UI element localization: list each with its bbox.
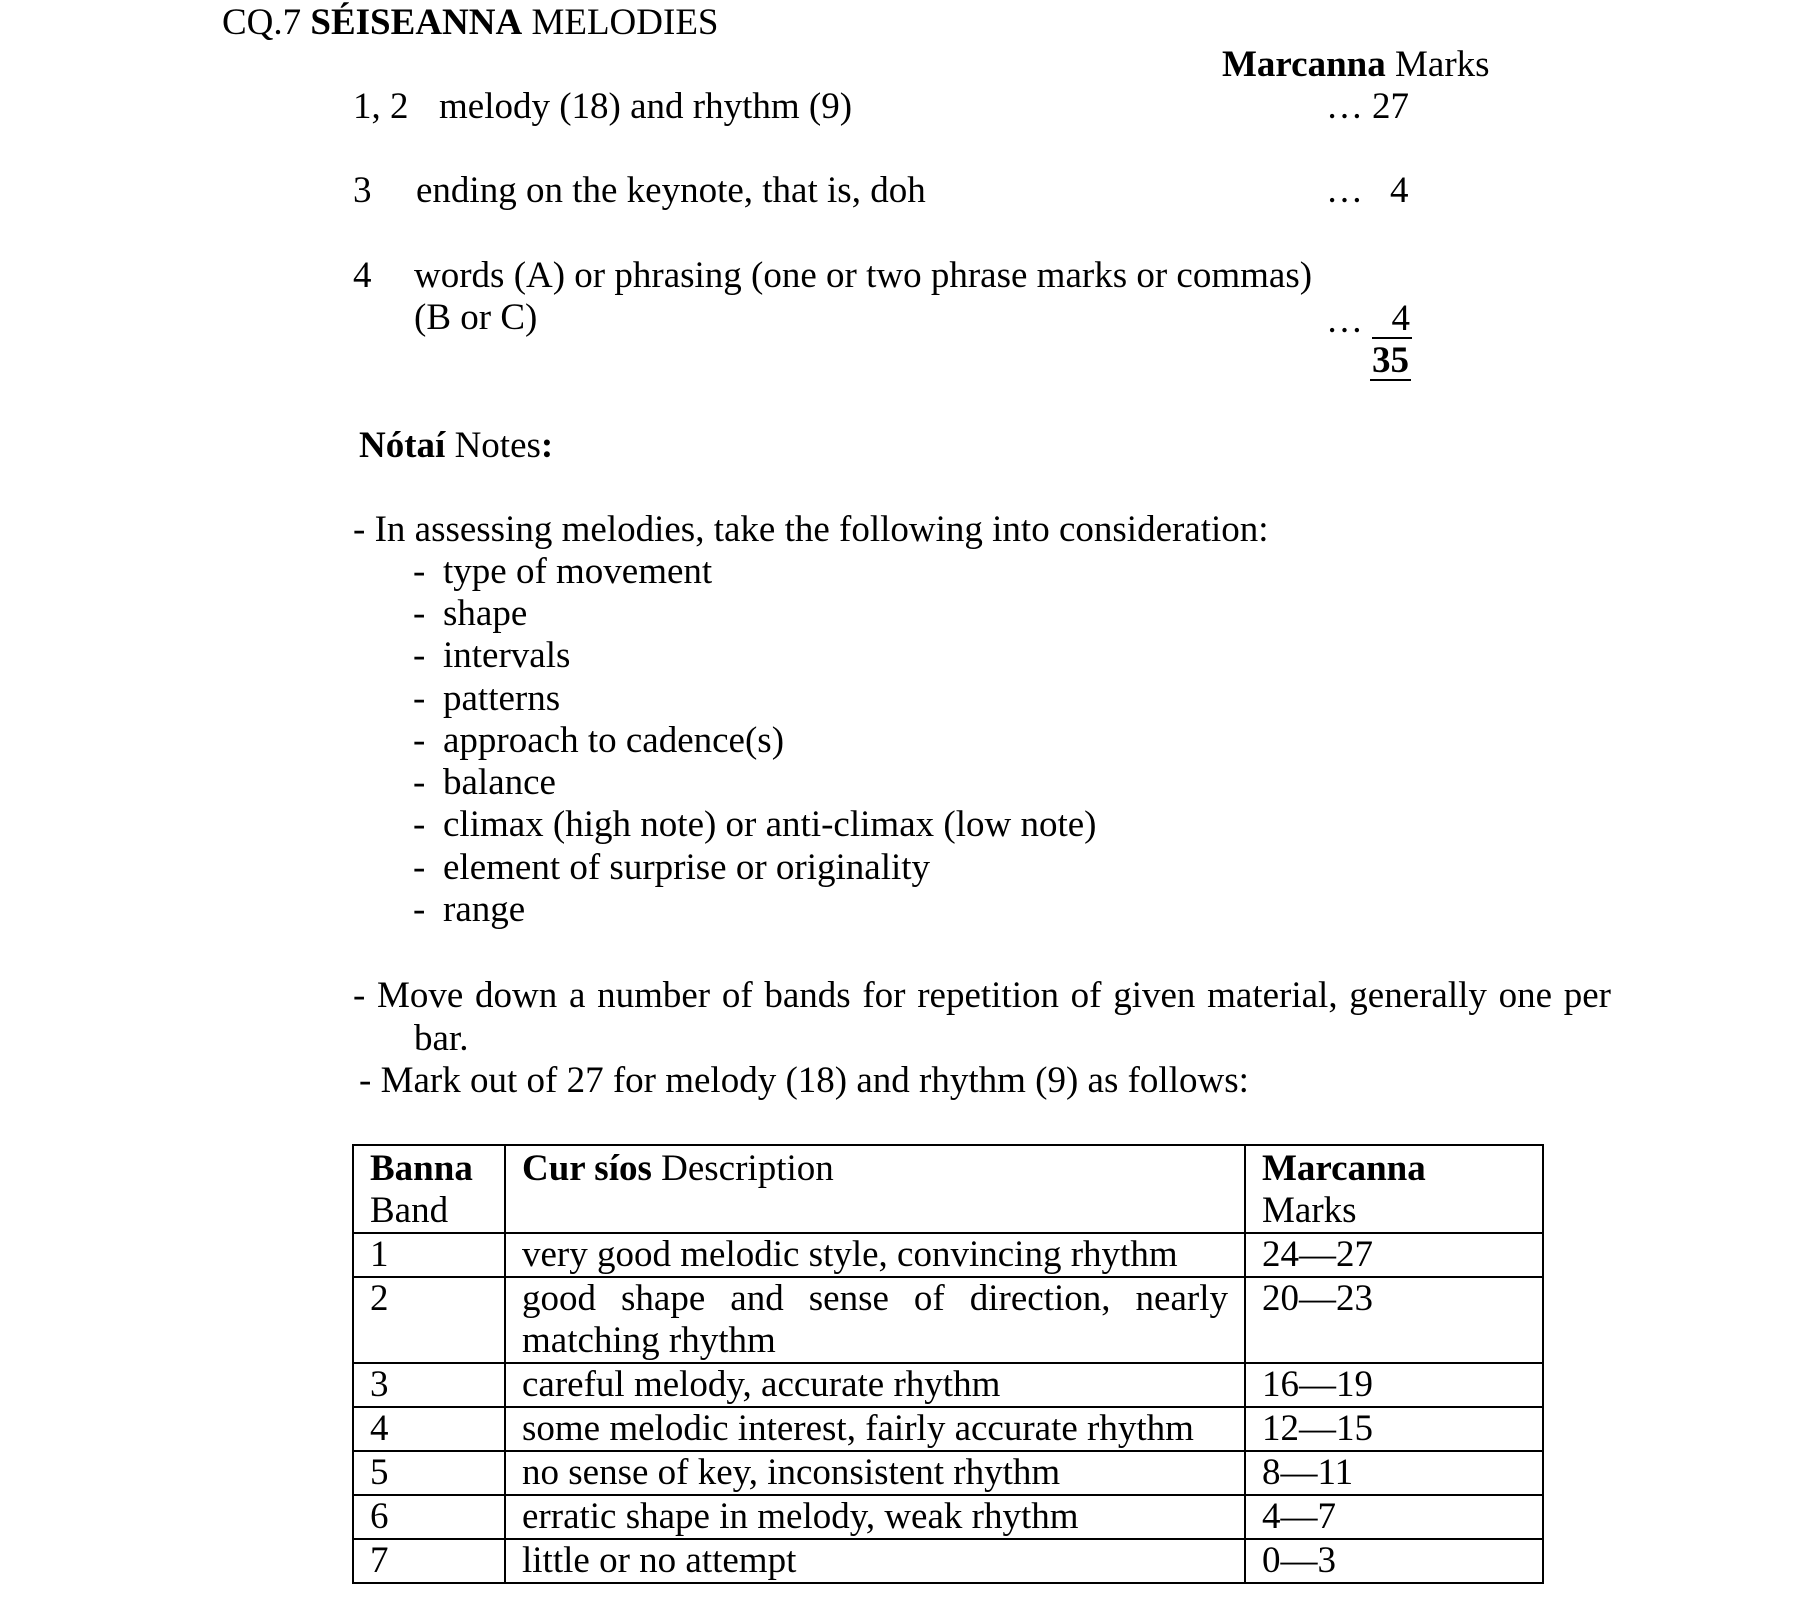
band-cell: 6 — [353, 1495, 505, 1539]
table-row — [353, 1539, 1543, 1583]
scheme-item-number: 4 — [353, 255, 372, 296]
list-item: - approach to cadence(s) — [413, 720, 785, 761]
scheme-item-number: 1, 2 — [353, 86, 409, 127]
list-item: - climax (high note) or anti-climax (low note) — [413, 804, 1097, 845]
band-cell: 3 — [353, 1363, 505, 1407]
question-code: CQ.7 — [222, 2, 302, 43]
description-cell: good shape and sense of direction, nearly matching rhythm — [505, 1277, 1245, 1363]
band-table — [352, 1144, 1544, 1584]
band-cell: 5 — [353, 1451, 505, 1495]
table-row — [353, 1407, 1543, 1451]
list-item: - range — [413, 889, 526, 930]
description-cell: some melodic interest, fairly accurate rhythm — [505, 1407, 1245, 1451]
list-item: - element of surprise or originality — [413, 847, 931, 888]
scheme-item-marks: 4 — [1390, 170, 1409, 211]
band-cell: 1 — [353, 1233, 505, 1277]
scheme-item-marks: 4 — [1372, 300, 1412, 339]
band-cell: 2 — [353, 1277, 505, 1363]
header-description: Cur síos Description — [505, 1145, 1245, 1233]
scheme-item-text: words (A) or phrasing (one or two phrase marks or commas) — [414, 255, 1313, 296]
table-row — [353, 1451, 1543, 1495]
table-row — [353, 1363, 1543, 1407]
marks-cell: 24—27 — [1245, 1233, 1543, 1277]
mark-out-note: - Mark out of 27 for melody (18) and rhythm (9) as follows: — [359, 1060, 1249, 1101]
notes-heading: Nótaí Notes: — [359, 425, 554, 466]
notes-intro: - In assessing melodies, take the following into consideration: — [353, 509, 1269, 550]
marks-column-header: Marcanna Marks — [1222, 44, 1490, 85]
list-item: - intervals — [413, 635, 571, 676]
table-row — [353, 1277, 1543, 1363]
title-irish: SÉISEANNA — [310, 2, 523, 43]
move-down-note-continued: bar. — [414, 1018, 469, 1059]
description-cell: no sense of key, inconsistent rhythm — [505, 1451, 1245, 1495]
marks-cell: 16—19 — [1245, 1363, 1543, 1407]
scheme-item-marks: 27 — [1372, 86, 1409, 127]
scheme-item-text: melody (18) and rhythm (9) — [439, 86, 853, 127]
scheme-item-text-continued: (B or C) — [414, 297, 538, 338]
band-cell: 7 — [353, 1539, 505, 1583]
header-marks: Marcanna Marks — [1245, 1145, 1543, 1233]
table-row — [353, 1495, 1543, 1539]
table-header-row — [353, 1145, 1543, 1233]
description-cell: very good melodic style, convincing rhythm — [505, 1233, 1245, 1277]
description-cell: careful melody, accurate rhythm — [505, 1363, 1245, 1407]
description-cell: little or no attempt — [505, 1539, 1245, 1583]
marks-cell: 12—15 — [1245, 1407, 1543, 1451]
list-item: - type of movement — [413, 551, 713, 592]
title-english: MELODIES — [531, 2, 719, 43]
marks-cell: 0—3 — [1245, 1539, 1543, 1583]
marks-cell: 8—11 — [1245, 1451, 1543, 1495]
marks-cell: 4—7 — [1245, 1495, 1543, 1539]
page-title — [222, 4, 719, 41]
move-down-note: - Move down a number of bands for repetition of given material, generally one per — [353, 975, 1611, 1016]
scheme-item-text: ending on the keynote, that is, doh — [416, 170, 926, 211]
band-cell: 4 — [353, 1407, 505, 1451]
table-row — [353, 1233, 1543, 1277]
list-item: - balance — [413, 762, 556, 803]
total-marks: 35 — [1372, 340, 1409, 381]
leader-dots: … — [1326, 170, 1363, 211]
list-item: - shape — [413, 593, 528, 634]
list-item: - patterns — [413, 678, 561, 719]
description-cell: erratic shape in melody, weak rhythm — [505, 1495, 1245, 1539]
marks-cell: 20—23 — [1245, 1277, 1543, 1363]
scheme-item-number: 3 — [353, 170, 372, 211]
header-band: Banna Band — [353, 1145, 505, 1233]
leader-dots: … — [1326, 300, 1363, 341]
leader-dots: … — [1326, 86, 1363, 127]
